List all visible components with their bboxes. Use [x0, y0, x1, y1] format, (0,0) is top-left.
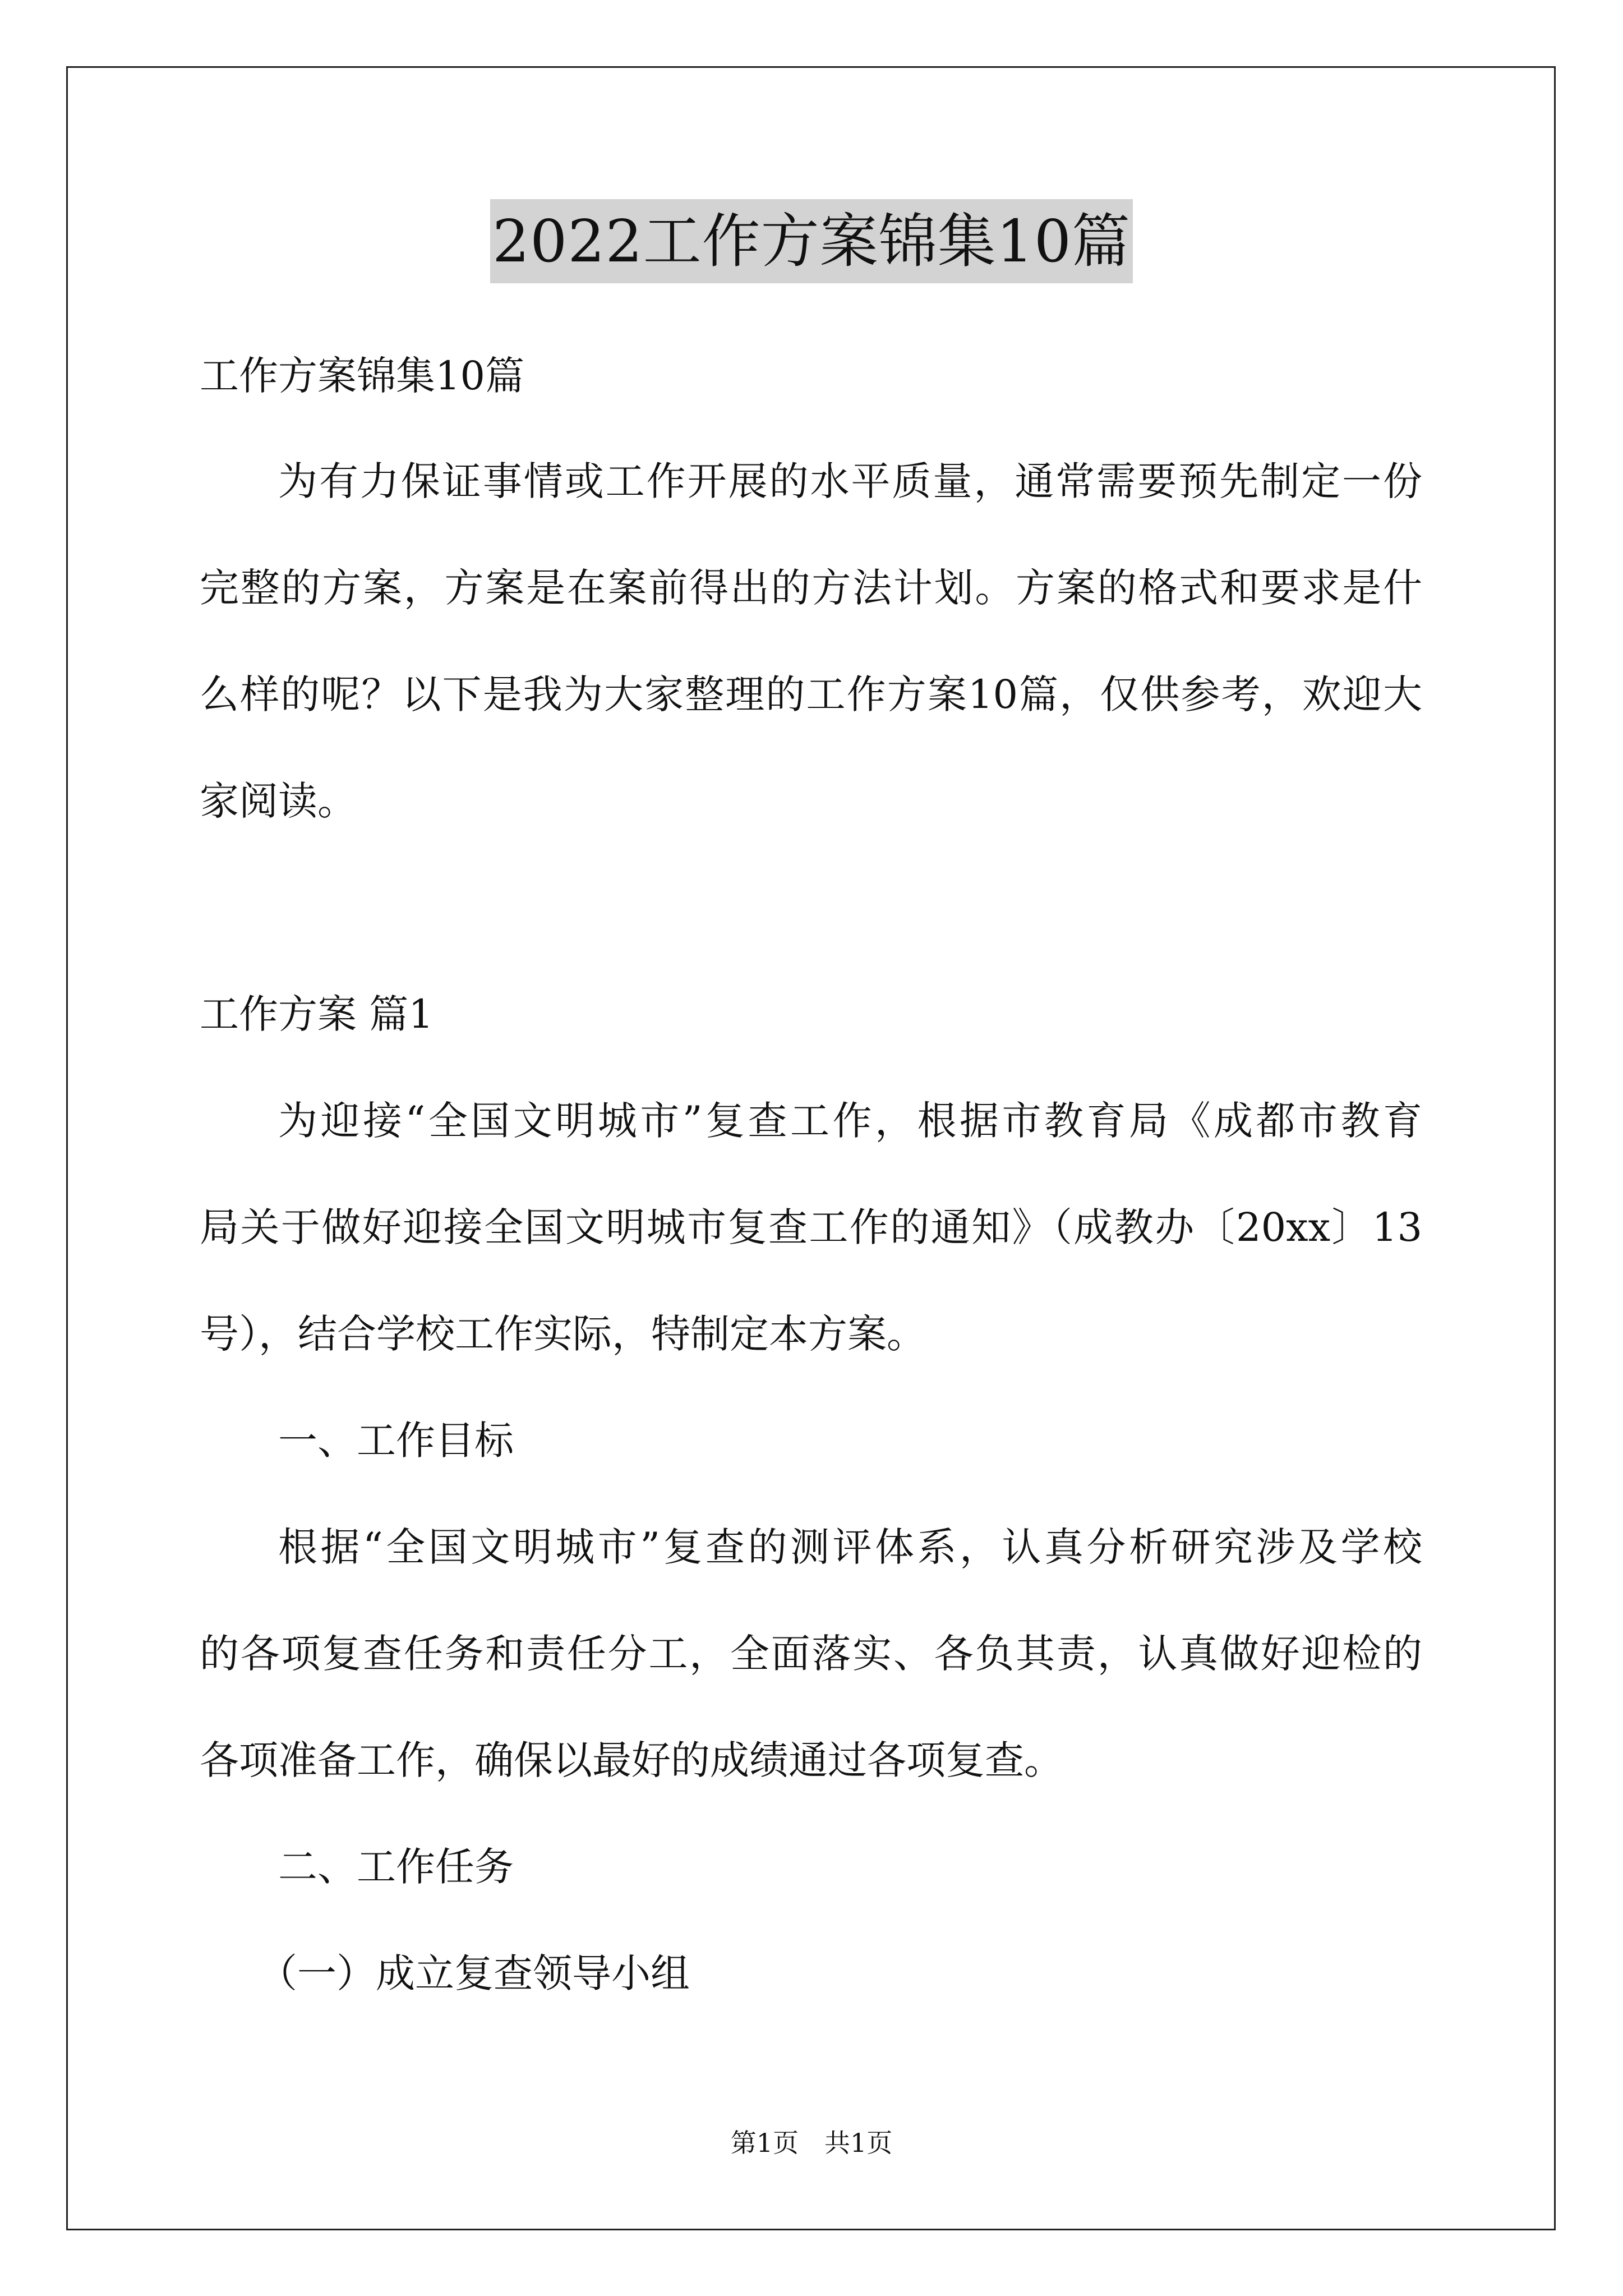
para2-line-2: 的各项复查任务和责任分工，全面落实、各负其责，认真做好迎检的 [200, 1631, 1422, 1677]
intro-line-2: 完整的方案，方案是在案前得出的方法计划。方案的格式和要求是什 [200, 565, 1422, 611]
para1-line-1: 为迎接“全国文明城市”复查工作，根据市教育局《成都市教育 [278, 1098, 1422, 1144]
subheading-group: （一）成立复查领导小组 [258, 1950, 690, 1996]
para2-line-1: 根据“全国文明城市”复查的测评体系，认真分析研究涉及学校 [278, 1524, 1422, 1570]
section-heading: 工作方案 篇1 [200, 991, 434, 1037]
document-title: 2022工作方案锦集10篇 [490, 199, 1133, 283]
heading-tasks: 二、工作任务 [278, 1844, 514, 1890]
para1-line-2: 局关于做好迎接全国文明城市复查工作的通知》（成教办〔20xx〕13 [200, 1204, 1422, 1250]
document-subtitle: 工作方案锦集10篇 [200, 353, 525, 399]
page-footer: 第1页 共1页 [730, 2128, 893, 2158]
title-container [0, 199, 1623, 283]
para2-line-3: 各项准备工作，确保以最好的成绩通过各项复查。 [200, 1737, 1063, 1783]
intro-line-1: 为有力保证事情或工作开展的水平质量，通常需要预先制定一份 [278, 458, 1422, 504]
intro-line-3: 么样的呢？以下是我为大家整理的工作方案10篇，仅供参考，欢迎大 [200, 671, 1422, 717]
heading-goal: 一、工作目标 [278, 1418, 514, 1464]
intro-line-4: 家阅读。 [200, 778, 357, 824]
para1-line-3: 号），结合学校工作实际，特制定本方案。 [200, 1311, 926, 1357]
